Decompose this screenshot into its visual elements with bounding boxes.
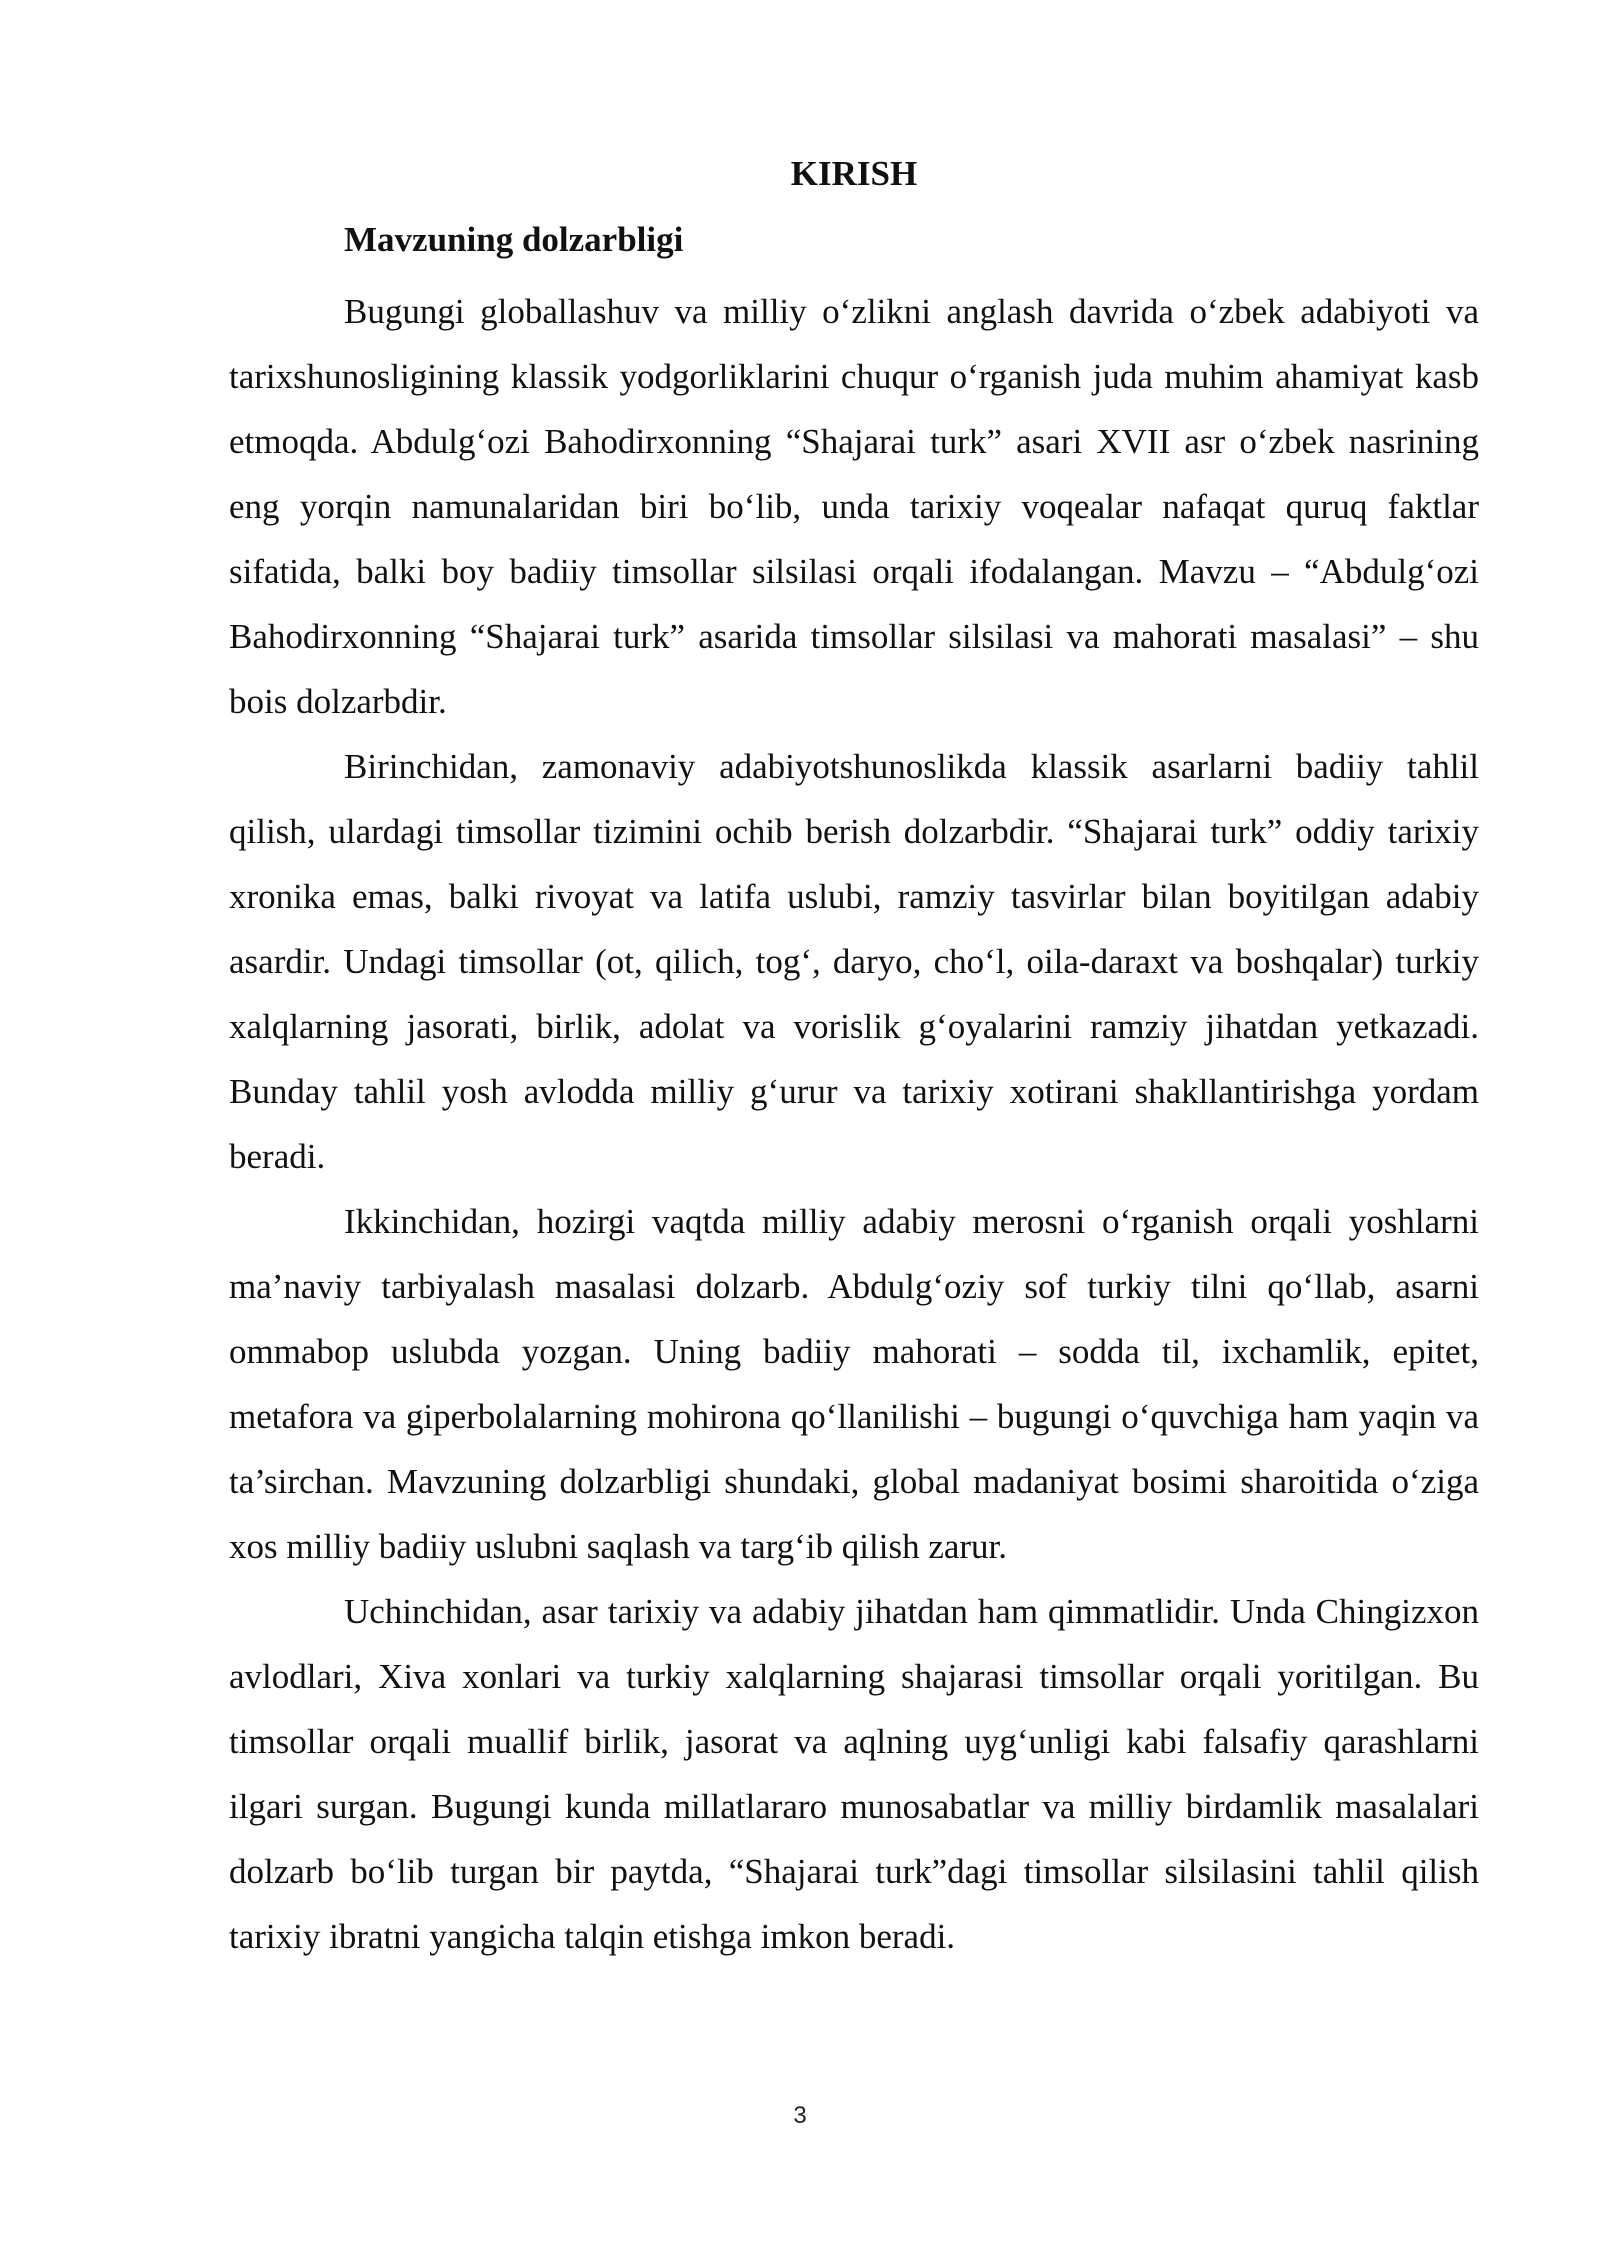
page-number: 3 [793, 2102, 807, 2129]
section-heading: Mavzuning dolzarbligi [344, 220, 684, 259]
paragraph-third-reason: Uchinchidan, asar tarixiy va adabiy jihatdan ham qimmatlidir. Unda Chingizxon avlodlari, Xiva xonlari va turkiy xalqlarning shajarasi timsollar orqali yoritilgan. Bu timsollar orqali muallif birlik, jasorat va aqlning uyg‘unligi kabi falsafiy qarashlarni ilgari surgan. Bugungi kunda millatlararo munosabatlar va milliy birdamlik masalalari dolzarb bo‘lib turgan bir paytda, “Shajarai turk”dagi timsollar silsilasini tahlil qilish tarixiy ibratni yangicha talqin etishga imkon beradi. [229, 1592, 1479, 1956]
paragraph-second-reason: Ikkinchidan, hozirgi vaqtda milliy adabiy merosni o‘rganish orqali yoshlarni ma’naviy tarbiyalash masalasi dolzarb. Abdulg‘oziy sof turkiy tilni qo‘llab, asarni ommabop uslubda yozgan. Uning badiiy mahorati – sodda til, ixchamlik, epitet, metafora va giperbolalarning mohirona qo‘llanilishi – bugungi o‘quvchiga ham yaqin va ta’sirchan. Mavzuning dolzarbligi shundaki, global madaniyat bosimi sharoitida o‘ziga xos milliy badiiy uslubni saqlash va targ‘ib qilish zarur. [229, 1202, 1479, 1566]
paragraph-first-reason: Birinchidan, zamonaviy adabiyotshunoslikda klassik asarlarni badiiy tahlil qilish, ulardagi timsollar tizimini ochib berish dolzarbdir. “Shajarai turk” oddiy tarixiy xronika emas, balki rivoyat va latifa uslubi, ramziy tasvirlar bilan boyitilgan adabiy asardir. Undagi timsollar (ot, qilich, tog‘, daryo, cho‘l, oila-daraxt va boshqalar) turkiy xalqlarning jasorati, birlik, adolat va vorislik g‘oyalarini ramziy jihatdan yetkazadi. Bunday tahlil yosh avlodda milliy g‘urur va tarixiy xotirani shakllantirishga yordam beradi. [229, 747, 1479, 1176]
page-title: KIRISH [790, 154, 918, 193]
paragraph-intro: Bugungi globallashuv va milliy o‘zlikni anglash davrida o‘zbek adabiyoti va tarixshunosligining klassik yodgorliklarini chuqur o‘rganish juda muhim ahamiyat kasb etmoqda. Abdulg‘ozi Bahodirxonning “Shajarai turk” asari XVII asr o‘zbek nasrining eng yorqin namunalaridan biri bo‘lib, unda tarixiy voqealar nafaqat quruq faktlar sifatida, balki boy badiiy timsollar silsilasi orqali ifodalangan. Mavzu – “Abdulg‘ozi Bahodirxonning “Shajarai turk” asarida timsollar silsilasi va mahorati masalasi” – shu bois dolzarbdir. [229, 292, 1479, 721]
page-body [229, 148, 1479, 1969]
